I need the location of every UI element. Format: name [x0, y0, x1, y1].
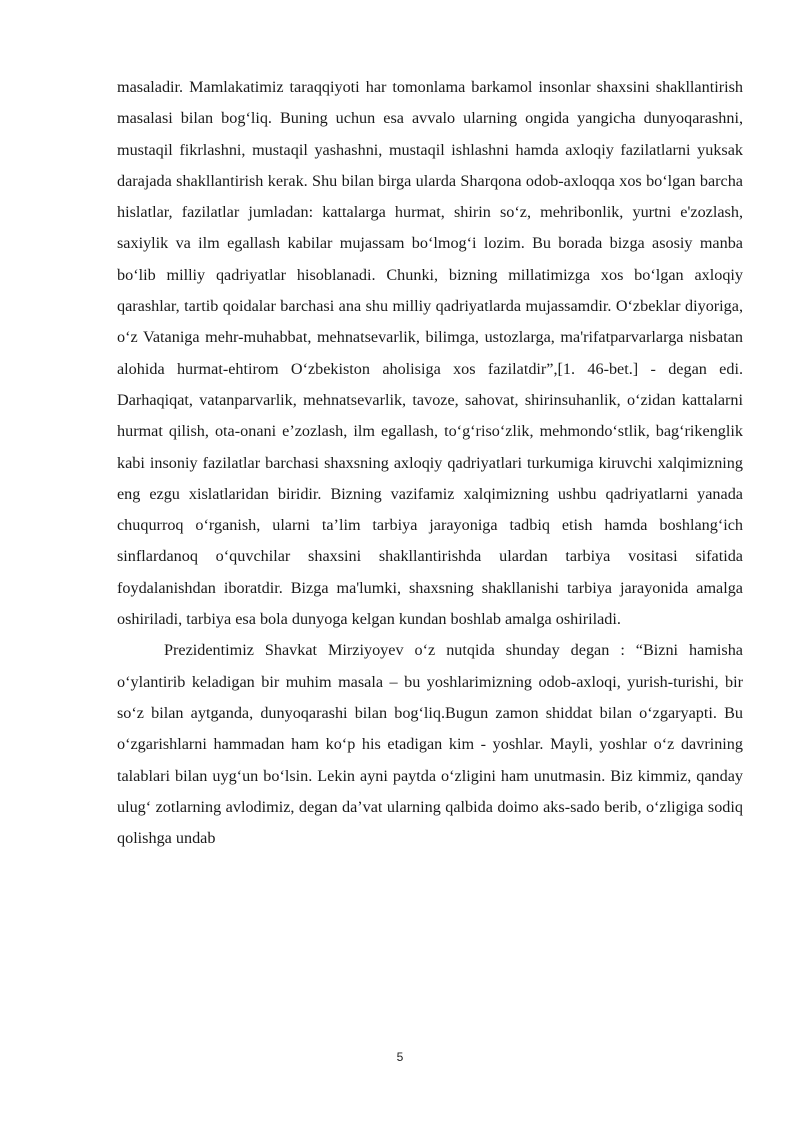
page-number: 5 [396, 1050, 404, 1064]
body-text [117, 72, 743, 854]
paragraph-1: masaladir. Mamlakatimiz taraqqiyoti har tomonlama barkamol insonlar shaxsini shakllantirish masalasi bilan bog‘liq. Buning uchun esa avvalo ularning ongida yangicha dunyoqarashni, mustaqil fikrlashni, mustaqil yashashni, mustaqil ishlashni hamda axloqiy fazilatlarni yuksak darajada shakllantirish kerak. Shu bilan birga ularda Sharqona odob-axloqqa xos bo‘lgan barcha hislatlar, fazilatlar jumladan: kattalarga hurmat, shirin so‘z, mehribonlik, yurtni e'zozlash, saxiylik va ilm egallash kabilar mujassam bo‘lmog‘i lozim. Bu borada bizga asosiy manba bo‘lib milliy qadriyatlar hisoblanadi. Chunki, bizning millatimizga xos bo‘lgan axloqiy qarashlar, tartib qoidalar barchasi ana shu milliy qadriyatlarda mujassamdir. O‘zbeklar diyoriga, o‘z Vataniga mehr-muhabbat, mehnatsevarlik, bilimga, ustozlarga, ma'rifatparvarlarga nisbatan alohida hurmat-ehtirom O‘zbekiston aholisiga xos fazilatdir”,[1. 46-bet.] - degan edi. Darhaqiqat, vatanparvarlik, mehnatsevarlik, tavoze, sahovat, shirinsuhanlik, o‘zidan kattalarni hurmat qilish, ota-onani e’zozlash, ilm egallash, to‘g‘riso‘zlik, mehmondo‘stlik, bag‘rikenglik kabi insoniy fazilatlar barchasi shaxsning axloqiy qadriyatlari turkumiga kiruvchi xalqimizning eng ezgu xislatlaridan biridir. Bizning vazifamiz xalqimizning ushbu qadriyatlarni yanada chuqurroq o‘rganish, ularni ta’lim tarbiya jarayoniga tadbiq etish hamda boshlang‘ich sinflardanoq o‘quvchilar shaxsini shakllantirishda ulardan tarbiya vositasi sifatida foydalanishdan iboratdir. Bizga ma'lumki, shaxsning shakllanishi tarbiya jarayonida amalga oshiriladi, tarbiya esa bola dunyoga kelgan kundan boshlab amalga oshiriladi. [117, 78, 743, 629]
paragraph-2: Prezidentimiz Shavkat Mirziyoyev o‘z nutqida shunday degan : “Bizni hamisha o‘ylantirib keladigan bir muhim masala – bu yoshlarimizning odob-axloqi, yurish-turishi, bir so‘z bilan aytganda, dunyoqarashi bilan bog‘liq.Bugun zamon shiddat bilan o‘zgaryapti. Bu o‘zgarishlarni hammadan ham ko‘p his etadigan kim - yoshlar. Mayli, yoshlar o‘z davrining talablari bilan uyg‘un bo‘lsin. Lekin ayni paytda o‘zligini ham unutmasin. Biz kimmiz, qanday ulug‘ zotlarning avlodimiz, degan da’vat ularning qalbida doimo aks-sado berib, o‘zligiga sodiq qolishga undab [117, 641, 743, 848]
